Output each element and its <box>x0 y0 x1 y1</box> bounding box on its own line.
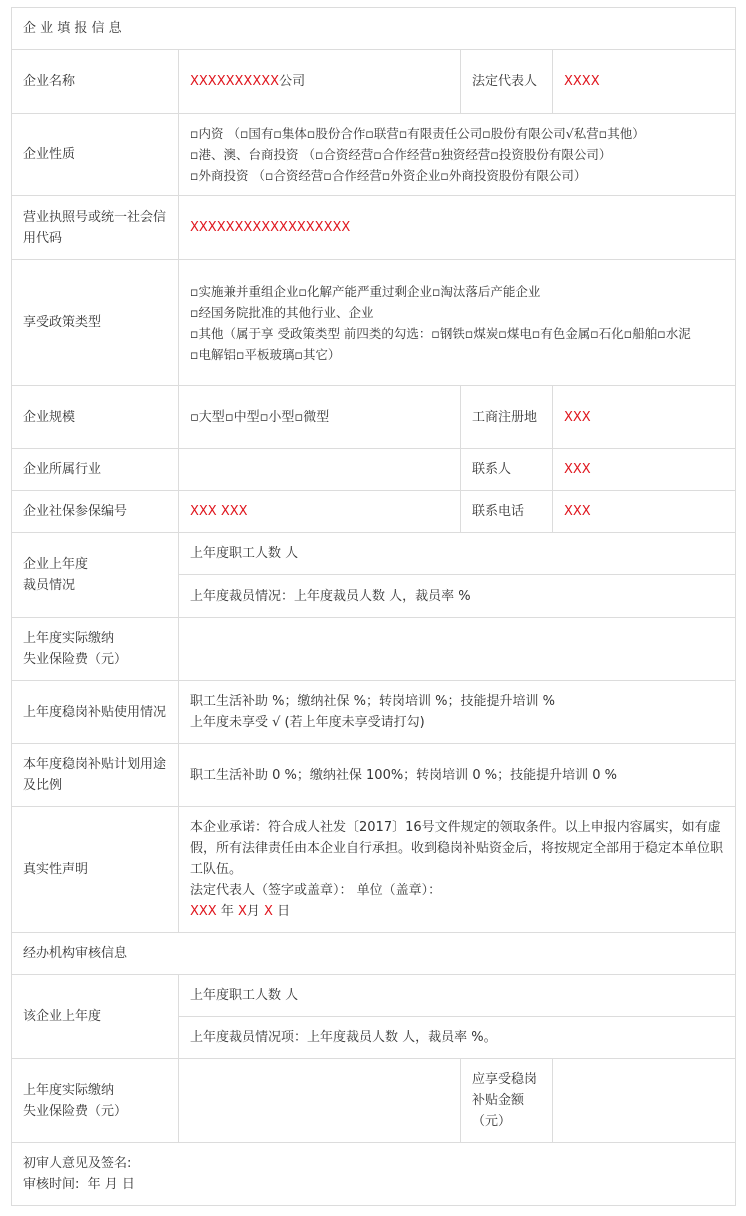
declaration-content <box>179 807 736 933</box>
review-time-label: 审核时间: 年 月 日 <box>23 1177 135 1192</box>
label-phone: 联系电话 <box>461 491 553 533</box>
label-industry: 企业所属行业 <box>12 449 179 491</box>
label-registration-place: 工商注册地 <box>461 386 553 449</box>
declaration-text: 本企业承诺：符合成人社发〔2017〕16号文件规定的领取条件。以上申报内容属实，如有虚假，所有法律责任由本企业自行承担。收到稳岗补贴资金后，将按规定全部用于稳定本单位职工队伍。 <box>190 820 724 877</box>
industry-value <box>179 449 461 491</box>
enterprise-scale-options: ▫大型▫中型▫小型▫微型 <box>179 386 461 449</box>
review-insurance-value <box>179 1059 461 1143</box>
declaration-signature: 法定代表人（签字或盖章）： 单位（盖章）： <box>190 883 442 898</box>
insurance-paid-value <box>179 618 736 681</box>
policy-line-4: ▫电解铝▫平板玻璃▫其它） <box>190 346 341 362</box>
label-subsidy-plan: 本年度稳岗补贴计划用途及比例 <box>12 744 179 807</box>
label-policy-type: 享受政策类型 <box>12 260 179 386</box>
nature-line-domestic: ▫内资 （▫国有▫集体▫股份合作▫联营▫有限责任公司▫股份有限公司√私营▫其他） <box>190 126 645 141</box>
date-year-unit: 年 <box>216 904 238 919</box>
layoff-rate: 上年度裁员情况：上年度裁员人数 人，裁员率 % <box>179 574 735 617</box>
label-declaration: 真实性声明 <box>12 807 179 933</box>
company-name-suffix: 公司 <box>279 74 306 89</box>
license-number-value: XXXXXXXXXXXXXXXXXX <box>179 196 736 260</box>
label-contact: 联系人 <box>461 449 553 491</box>
label-enterprise-nature: 企业性质 <box>12 114 179 196</box>
registration-place-value: XXX <box>553 386 736 449</box>
contact-value: XXX <box>553 449 736 491</box>
subsidy-amount-value <box>553 1059 736 1143</box>
label-legal-rep: 法定代表人 <box>461 50 553 114</box>
label-subsidy-use: 上年度稳岗补贴使用情况 <box>12 681 179 744</box>
section-title-review: 经办机构审核信息 <box>12 933 736 975</box>
enterprise-form <box>11 7 736 1206</box>
nature-line-foreign: ▫外商投资 （▫合资经营▫合作经营▫外资企业▫外商投资股份有限公司） <box>190 168 587 183</box>
declaration-date <box>190 901 724 922</box>
subsidy-not-enjoyed: 上年度未享受 √ (若上年度未享受请打勾) <box>190 715 425 730</box>
date-month: X <box>237 904 247 919</box>
policy-line-2: ▫经国务院批准的其他行业、企业 <box>190 304 374 320</box>
company-name-placeholder: XXXXXXXXXX <box>190 74 280 89</box>
date-day: X <box>264 904 273 919</box>
legal-rep-value: XXXX <box>553 50 736 114</box>
label-enterprise-scale: 企业规模 <box>12 386 179 449</box>
enterprise-nature-options <box>179 114 736 196</box>
label-review-insurance: 上年度实际缴纳 失业保险费（元） <box>12 1059 179 1143</box>
review-staff-count: 上年度职工人数 人 <box>190 988 299 1003</box>
label-insurance-paid: 上年度实际缴纳 失业保险费（元） <box>12 618 179 681</box>
subsidy-use-ratio: 职工生活补助 %；缴纳社保 %；转岗培训 %；技能提升培训 % <box>190 694 555 709</box>
policy-line-3: ▫其他（属于享 受政策类型 前四类的勾选：▫钢铁▫煤炭▫煤电▫有色金属▫石化▫船舶▫水泥 <box>190 325 691 341</box>
subsidy-use-values <box>179 681 736 744</box>
policy-type-options <box>179 260 736 386</box>
date-day-unit: 日 <box>272 904 291 919</box>
review-values <box>179 975 736 1059</box>
phone-value: XXX <box>553 491 736 533</box>
label-social-insurance-number: 企业社保参保编号 <box>12 491 179 533</box>
label-license-number: 营业执照号或统一社会信用代码 <box>12 196 179 260</box>
section-title-enterprise: 企 业 填 报 信 息 <box>12 8 736 50</box>
layoff-values <box>179 533 736 618</box>
subsidy-plan-value: 职工生活补助 0 %；缴纳社保 100%；转岗培训 0 %；技能提升培训 0 % <box>179 744 736 807</box>
date-month-unit: 月 <box>246 904 265 919</box>
review-layoff-rate: 上年度裁员情况项：上年度裁员人数 人，裁员率 %。 <box>179 1016 735 1058</box>
label-subsidy-amount: 应享受稳岗补贴金额（元） <box>461 1059 553 1143</box>
social-insurance-number-value: XXX XXX <box>179 491 461 533</box>
layoff-staff-count: 上年度职工人数 人 <box>190 546 299 561</box>
date-year: XXX <box>190 904 217 919</box>
policy-line-1: ▫实施兼并重组企业▫化解产能严重过剩企业▫淘汰落后产能企业 <box>190 283 541 299</box>
reviewer-opinion-label: 初审人意见及签名: <box>23 1156 132 1171</box>
label-review-enterprise: 该企业上年度 <box>12 975 179 1059</box>
nature-line-hmt: ▫港、澳、台商投资 （▫合资经营▫合作经营▫独资经营▫投资股份有限公司） <box>190 147 612 162</box>
company-name-value <box>179 50 461 114</box>
preliminary-review <box>12 1143 736 1206</box>
label-layoff: 企业上年度 裁员情况 <box>12 533 179 618</box>
label-company-name: 企业名称 <box>12 50 179 114</box>
